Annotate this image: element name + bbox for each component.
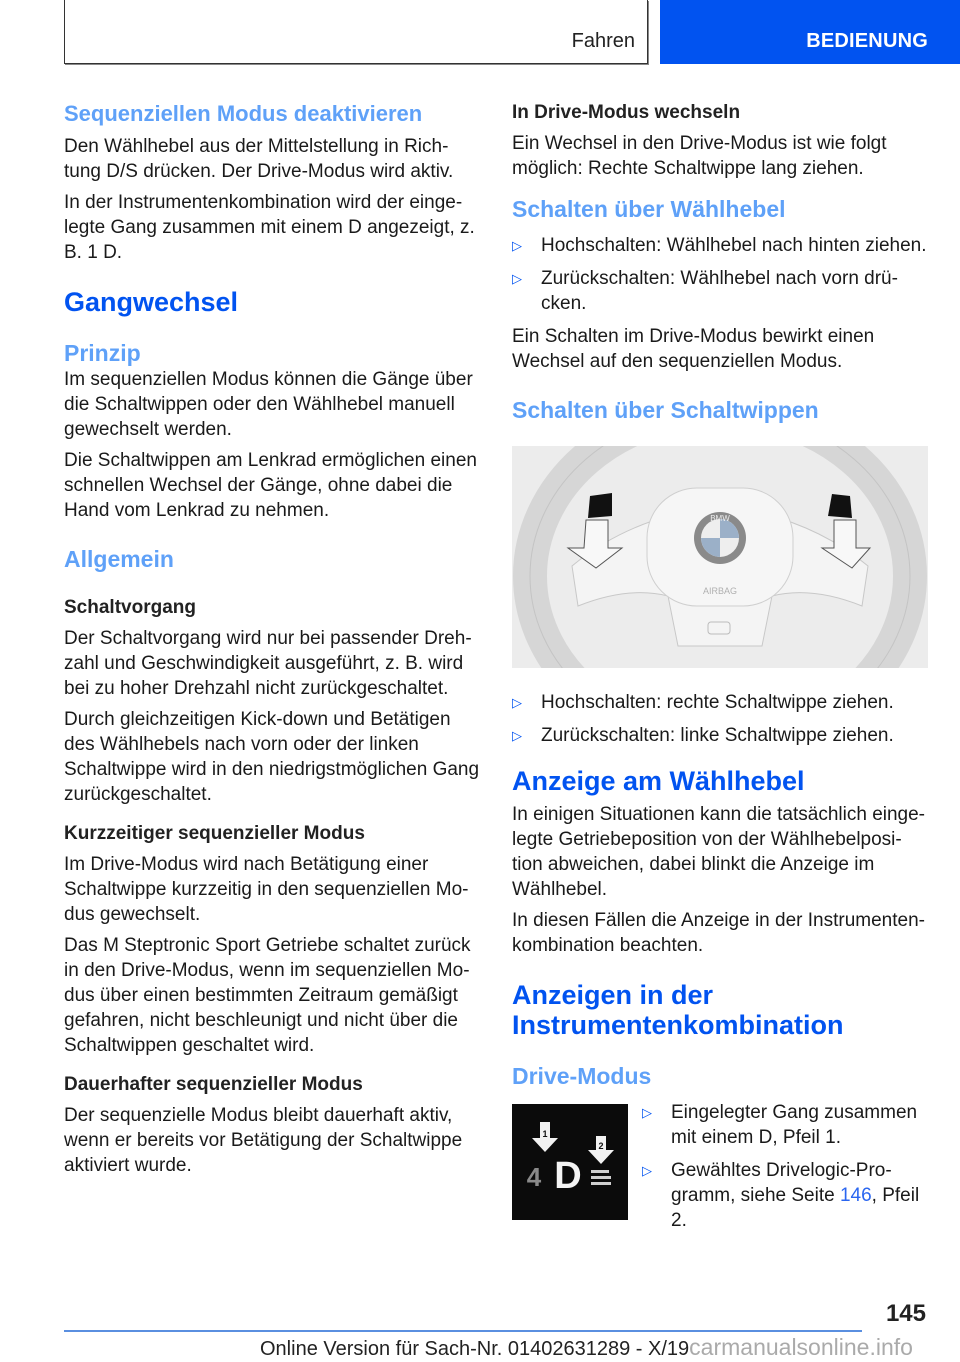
paragraph: Der sequenzielle Modus bleibt dauerhaft aktiv, wenn er bereits vor Betätigung der Schaltwippe aktiviert wurde. xyxy=(64,1105,463,1176)
heading-drive-modus: Drive-Modus xyxy=(512,1063,652,1089)
heading-drive-wechseln: In Drive-Modus wechseln xyxy=(512,102,741,123)
page-number: 145 xyxy=(885,1300,926,1327)
triangle-bullet-icon: ▷ xyxy=(642,1105,652,1120)
bullet-list-schaltwippen xyxy=(512,690,930,748)
list-item: ▷ Gewähltes Drivelogic-Pro-gramm, siehe Seite 146, Pfeil 2. xyxy=(642,1160,920,1231)
triangle-bullet-icon: ▷ xyxy=(512,695,522,710)
bullet-list-drive xyxy=(642,1100,930,1241)
right-column xyxy=(512,100,930,1241)
paragraph: Im sequenziellen Modus können die Gänge über die Schaltwippen oder den Wählhebel manuell gewechselt werden. xyxy=(64,369,473,440)
gear-display-icon xyxy=(512,1104,628,1220)
heading-anzeigen-instrumentenkombination: Anzeigen in der Instrumentenkombination xyxy=(512,980,844,1040)
paragraph: Das M Steptronic Sport Getriebe schaltet zurück in den Drive-Modus, wenn im sequenziellen Mo-dus über einen bestimmten Zeitraum gemäßigt gefahren, nicht beschleunigt und nicht über die Schaltwippen geschaltet wird. xyxy=(64,935,471,1056)
svg-text:BMW: BMW xyxy=(710,514,730,523)
paragraph: Den Wählhebel aus der Mittelstellung in Rich-tung D/S drücken. Der Drive-Modus wird aktiv. xyxy=(64,136,454,182)
section-tab xyxy=(660,0,960,64)
heading-gangwechsel: Gangwechsel xyxy=(64,287,239,317)
heading-allgemein: Allgemein xyxy=(64,546,174,572)
list-item: ▷ Eingelegter Gang zusammen mit einem D, Pfeil 1. xyxy=(642,1102,918,1148)
list-item: ▷ Zurückschalten: linke Schaltwippe ziehen. xyxy=(512,725,894,746)
watermark: carmanualsonline.info xyxy=(689,1334,913,1360)
heading-anzeige-waehlhebel: Anzeige am Wählhebel xyxy=(512,766,805,796)
section-tab-label: BEDIENUNG xyxy=(806,30,928,52)
svg-text:D: D xyxy=(554,1155,582,1197)
paragraph: Ein Wechsel in den Drive-Modus ist wie folgt möglich: Rechte Schaltwippe lang ziehen. xyxy=(512,133,887,179)
steering-wheel-icon xyxy=(512,446,928,668)
list-item: ▷ Zurückschalten: Wählhebel nach vorn drü-cken. xyxy=(512,268,898,314)
bullet-list-waehlhebel xyxy=(512,233,930,316)
svg-text:AIRBAG: AIRBAG xyxy=(702,586,738,596)
triangle-bullet-icon: ▷ xyxy=(642,1163,652,1178)
paragraph: In einigen Situationen kann die tatsächlich einge-legte Getriebeposition von der Wählhebelposi-tion abweichen, dabei blinkt die Anzeige im Wählhebel. xyxy=(512,804,926,900)
triangle-bullet-icon: ▷ xyxy=(512,728,522,743)
drive-mode-display-image xyxy=(512,1104,628,1220)
paragraph: In der Instrumentenkombination wird der einge-legte Gang zusammen mit einem D angezeigt, z. B. 1 D. xyxy=(64,192,475,263)
paragraph: Die Schaltwippen am Lenkrad ermöglichen einen schnellen Wechsel der Gänge, ohne dabei die Hand vom Lenkrad zu nehmen. xyxy=(64,450,477,521)
footer-divider xyxy=(64,1330,862,1332)
drive-mode-row xyxy=(512,1100,930,1241)
chapter-title: Fahren xyxy=(571,30,635,52)
svg-text:1: 1 xyxy=(542,1129,548,1139)
svg-text:4: 4 xyxy=(526,1162,542,1192)
chapter-header-box xyxy=(64,0,648,64)
list-item: ▷ Hochschalten: rechte Schaltwippe ziehen. xyxy=(512,692,894,713)
heading-prinzip: Prinzip xyxy=(64,340,141,366)
paragraph: Der Schaltvorgang wird nur bei passender Dreh-zahl und Geschwindigkeit ausgeführt, z. B. wird bei zu hoher Drehzahl nicht zurückgeschaltet. xyxy=(64,628,472,699)
paragraph: Ein Schalten im Drive-Modus bewirkt einen Wechsel auf den sequenziellen Modus. xyxy=(512,326,875,372)
triangle-bullet-icon: ▷ xyxy=(512,271,522,286)
svg-text:2: 2 xyxy=(598,1141,604,1151)
paragraph: Durch gleichzeitigen Kick-down und Betätigen des Wählhebels nach vorn oder der linken Schaltwippe wird in den niedrigstmöglichen Gang zurückgeschaltet. xyxy=(64,709,480,805)
page-link-146[interactable]: 146 xyxy=(839,1185,872,1206)
paragraph: In diesen Fällen die Anzeige in der Instrumenten-kombination beachten. xyxy=(512,910,925,956)
footer-text xyxy=(260,1334,913,1361)
online-version-text: Online Version für Sach-Nr. 01402631289 - X/19 xyxy=(260,1338,690,1360)
steering-wheel-illustration xyxy=(512,446,928,668)
paragraph: Im Drive-Modus wird nach Betätigung einer Schaltwippe kurzzeitig in den sequenziellen Mo-dus gewechselt. xyxy=(64,854,469,925)
heading-waehlhebel: Schalten über Wählhebel xyxy=(512,196,786,222)
heading-dauerhaft: Dauerhafter sequenzieller Modus xyxy=(64,1074,363,1095)
list-item: ▷ Hochschalten: Wählhebel nach hinten ziehen. xyxy=(512,235,927,256)
heading-schaltvorgang: Schaltvorgang xyxy=(64,597,196,618)
heading-schaltwippen: Schalten über Schaltwippen xyxy=(512,397,819,423)
left-column xyxy=(64,100,482,1178)
heading-seq-deactivate: Sequenziellen Modus deaktivieren xyxy=(64,101,423,126)
heading-kurzzeitig: Kurzzeitiger sequenzieller Modus xyxy=(64,823,365,844)
triangle-bullet-icon: ▷ xyxy=(512,238,522,253)
